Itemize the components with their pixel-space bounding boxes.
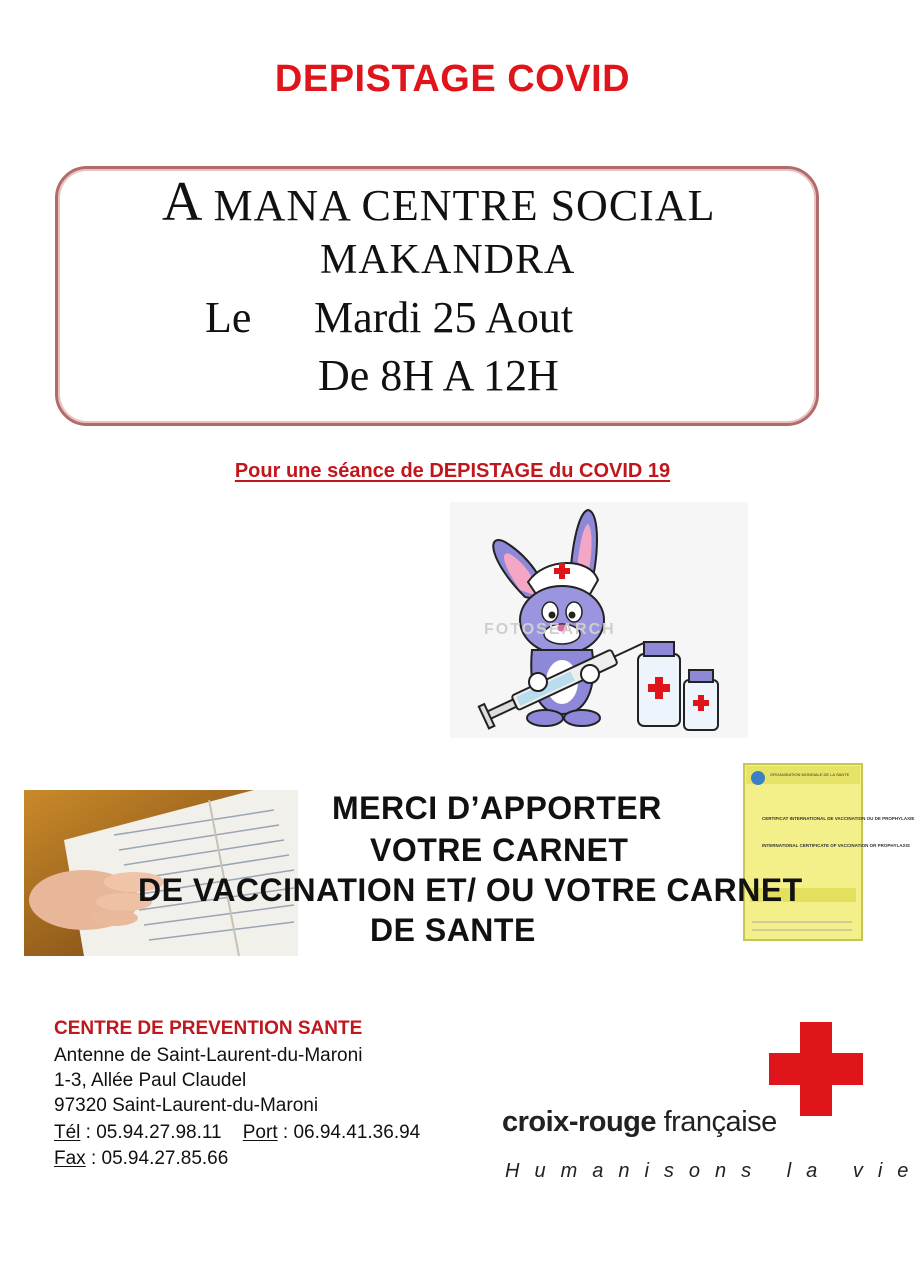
location-line [162, 170, 715, 234]
date-prefix: Le [205, 293, 252, 342]
fax-line [54, 1148, 228, 1170]
carnet-title-en: INTERNATIONAL CERTIFICATE OF VACCINATION OR PROPHYLAXIS [762, 843, 910, 848]
carnet-title: CERTIFICAT INTERNATIONAL DE VACCINATION OU DE PROPHYLAXIE [762, 816, 915, 821]
merci-line-4: DE SANTE [370, 912, 536, 948]
red-cross-icon [769, 1022, 863, 1116]
port-value: : 06.94.41.36.94 [277, 1122, 421, 1143]
merci-line-3: DE VACCINATION ET/ OU VOTRE CARNET [138, 872, 803, 908]
bunny-nurse-illustration [450, 502, 748, 738]
location-name: MANA CENTRE SOCIAL [213, 181, 716, 230]
location-initial: A [162, 171, 204, 233]
event-date: Mardi 25 Aout [314, 293, 574, 342]
tel-label: Tél [54, 1122, 81, 1143]
merci-line-2: VOTRE CARNET [370, 832, 629, 868]
fax-label: Fax [54, 1148, 86, 1169]
brand-tagline: Humanisons la vie [505, 1160, 923, 1182]
watermark-text: FOTOSEARCH [484, 621, 616, 638]
event-hours: De 8H A 12H [318, 351, 559, 400]
org-street: 1-3, Allée Paul Claudel [54, 1070, 247, 1091]
brand-name [502, 1106, 777, 1139]
page-title: DEPISTAGE COVID [274, 58, 631, 100]
brand-name-bold: croix-rouge [502, 1106, 657, 1138]
fax-value: : 05.94.27.85.66 [85, 1148, 229, 1169]
tel-value: : 05.94.27.98.11 [80, 1122, 222, 1143]
location-district: MAKANDRA [320, 237, 576, 283]
org-name: CENTRE DE PREVENTION SANTE [54, 1018, 363, 1039]
brand-name-rest: française [656, 1106, 777, 1138]
session-subtitle: Pour une séance de DEPISTAGE du COVID 19 [234, 460, 671, 482]
org-city: 97320 Saint-Laurent-du-Maroni [54, 1095, 319, 1116]
carnet-header: ORGANISATION MONDIALE DE LA SANTE [770, 772, 850, 777]
org-antenne: Antenne de Saint-Laurent-du-Maroni [54, 1045, 363, 1066]
merci-line-1: MERCI D’APPORTER [332, 790, 662, 826]
port-label: Port [242, 1122, 278, 1143]
vaccination-certificate-image [742, 762, 915, 942]
phone-line [54, 1122, 420, 1144]
